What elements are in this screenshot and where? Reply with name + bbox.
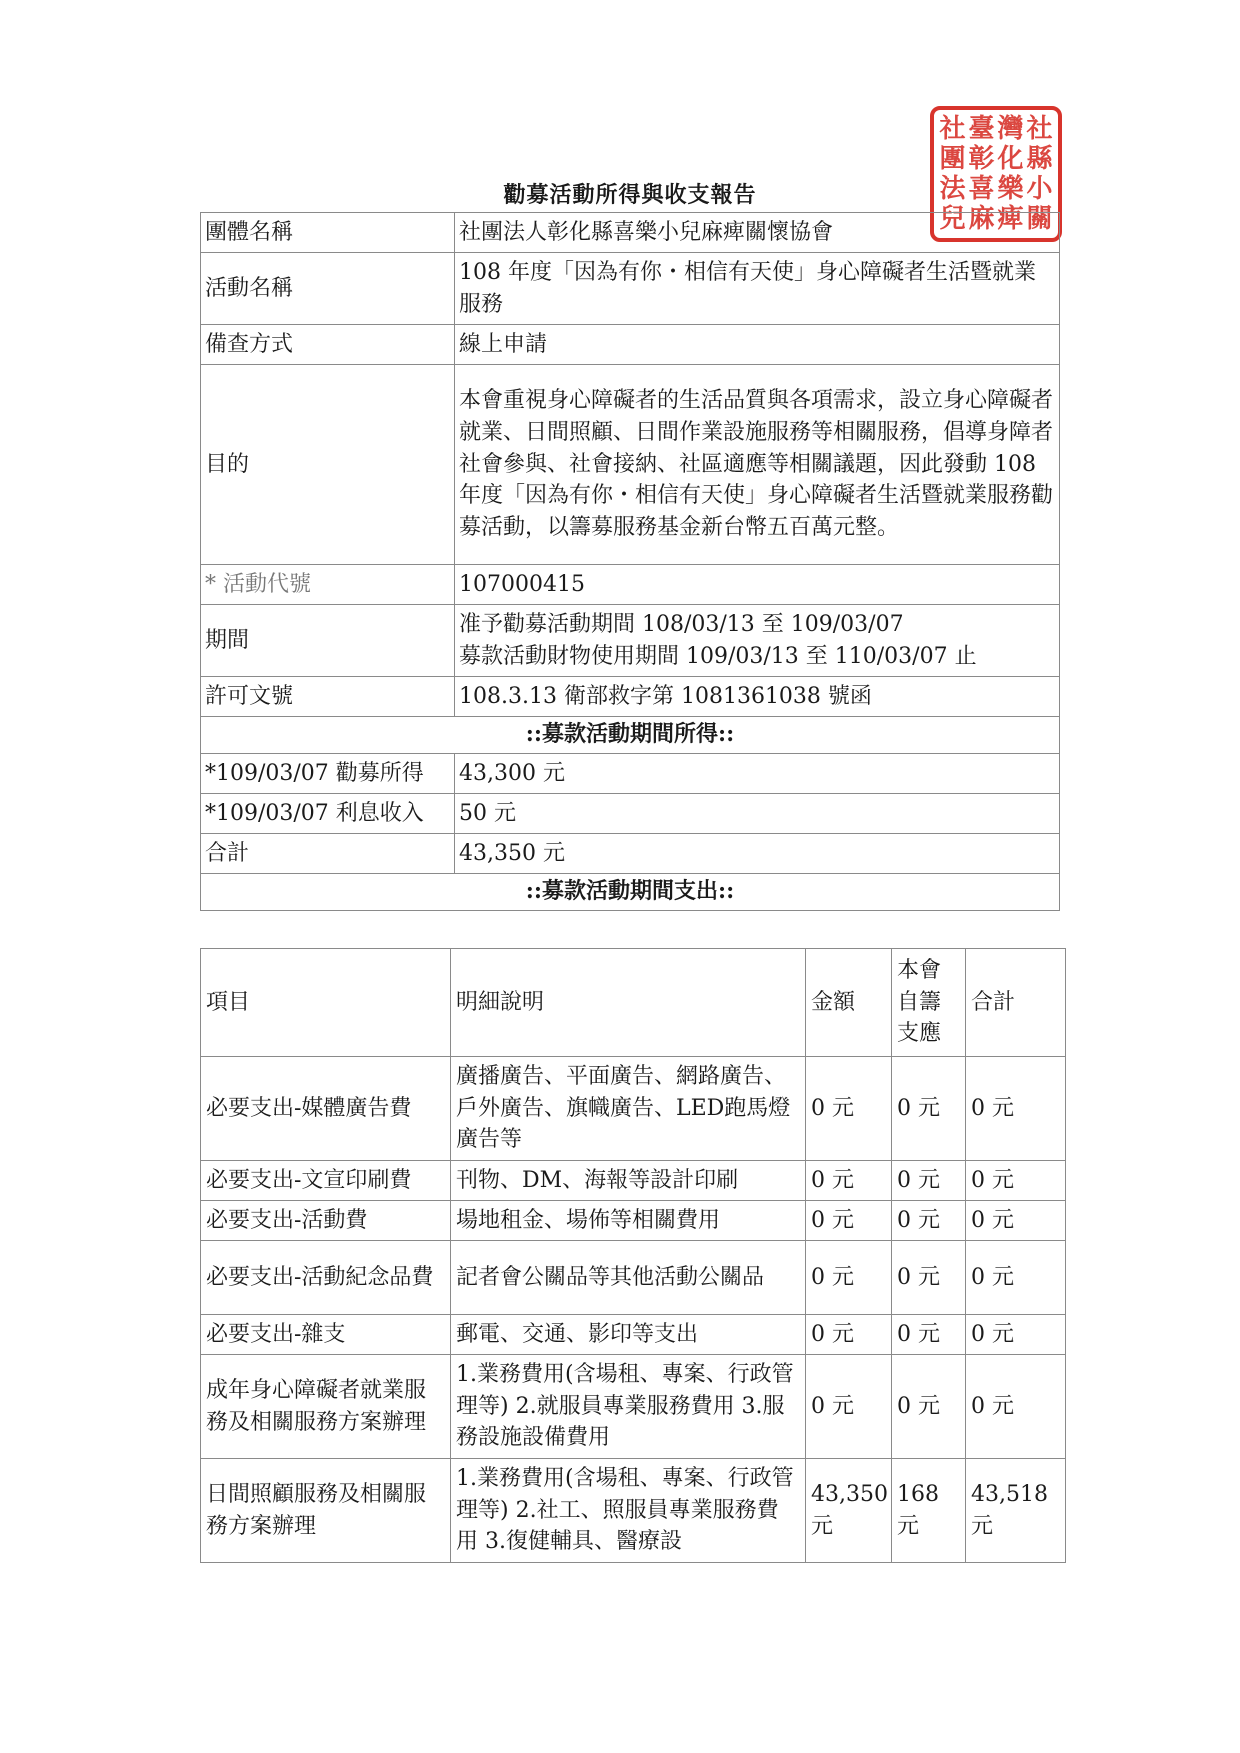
info-label: 團體名稱 bbox=[201, 213, 455, 253]
table-row bbox=[201, 1355, 1066, 1459]
seal-char: 痺 bbox=[997, 204, 1024, 234]
seal-char: 兒 bbox=[939, 204, 966, 234]
info-row-activity bbox=[201, 253, 1060, 325]
info-row-period bbox=[201, 605, 1060, 677]
seal-char: 小 bbox=[1026, 174, 1053, 204]
table-row bbox=[201, 1201, 1066, 1241]
header-amount: 金額 bbox=[806, 949, 892, 1057]
header-total: 合計 bbox=[966, 949, 1066, 1057]
info-row-org bbox=[201, 213, 1060, 253]
header-detail: 明細說明 bbox=[451, 949, 806, 1057]
info-value: 108 年度「因為有你・相信有天使」身心障礙者生活暨就業服務 bbox=[455, 253, 1060, 325]
seal-char: 關 bbox=[1026, 204, 1053, 234]
income-row bbox=[201, 794, 1060, 834]
expense-detail: 郵電、交通、影印等支出 bbox=[451, 1315, 806, 1355]
table-row bbox=[201, 1315, 1066, 1355]
expense-amount: 0 元 bbox=[806, 1161, 892, 1201]
header-item: 項目 bbox=[201, 949, 451, 1057]
info-value: 本會重視身心障礙者的生活品質與各項需求，設立身心障礙者就業、日間照顧、日間作業設施服務等相關服務，倡導身障者社會參與、社會接納、社區適應等相關議題，因此發動 108 年度「因為有你・相信有天使」身心障礙者生活暨就業服務勸募活動，以籌募服務基金新台幣五百萬元整。 bbox=[455, 365, 1060, 565]
table-row bbox=[201, 1459, 1066, 1563]
header-self-funded: 本會自籌支應 bbox=[892, 949, 966, 1057]
income-label: *109/03/07 利息收入 bbox=[201, 794, 455, 834]
info-value: 108.3.13 衛部救字第 1081361038 號函 bbox=[455, 677, 1060, 717]
info-label: 活動名稱 bbox=[201, 253, 455, 325]
seal-char: 灣 bbox=[997, 114, 1024, 144]
income-value: 43,300 元 bbox=[455, 754, 1060, 794]
period-line-fundraising: 准予勸募活動期間 108/03/13 至 109/03/07 bbox=[459, 611, 904, 637]
expense-detail: 刊物、DM、海報等設計印刷 bbox=[451, 1161, 806, 1201]
info-value: 107000415 bbox=[455, 565, 1060, 605]
info-value: 線上申請 bbox=[455, 325, 1060, 365]
expense-total: 0 元 bbox=[966, 1355, 1066, 1459]
seal-char: 臺 bbox=[968, 114, 995, 144]
expense-detail: 1.業務費用(含場租、專案、行政管理等) 2.社工、照服員專業服務費用 3.復健輔具、醫療設 bbox=[451, 1459, 806, 1563]
expense-amount: 0 元 bbox=[806, 1241, 892, 1315]
expense-item: 必要支出-活動紀念品費 bbox=[201, 1241, 451, 1315]
table-row bbox=[201, 1161, 1066, 1201]
seal-char: 法 bbox=[939, 174, 966, 204]
expense-table bbox=[200, 948, 1066, 1563]
expense-self: 0 元 bbox=[892, 1241, 966, 1315]
info-value bbox=[455, 605, 1060, 677]
expense-detail: 廣播廣告、平面廣告、網路廣告、戶外廣告、旗幟廣告、LED跑馬燈廣告等 bbox=[451, 1057, 806, 1161]
info-label: 目的 bbox=[201, 365, 455, 565]
seal-char: 縣 bbox=[1026, 144, 1053, 174]
expense-amount: 0 元 bbox=[806, 1201, 892, 1241]
info-label: 期間 bbox=[201, 605, 455, 677]
expense-detail: 記者會公關品等其他活動公關品 bbox=[451, 1241, 806, 1315]
expense-total: 0 元 bbox=[966, 1201, 1066, 1241]
expense-self: 168 元 bbox=[892, 1459, 966, 1563]
info-label: 備查方式 bbox=[201, 325, 455, 365]
income-value: 50 元 bbox=[455, 794, 1060, 834]
expense-detail: 場地租金、場佈等相關費用 bbox=[451, 1201, 806, 1241]
report-info-table bbox=[200, 212, 1060, 911]
info-row-permit bbox=[201, 677, 1060, 717]
income-label: 合計 bbox=[201, 834, 455, 874]
seal-char: 社 bbox=[939, 114, 966, 144]
expense-amount: 0 元 bbox=[806, 1057, 892, 1161]
seal-char: 麻 bbox=[968, 204, 995, 234]
section-title: ::募款活動期間所得:: bbox=[201, 717, 1060, 754]
seal-char: 化 bbox=[997, 144, 1024, 174]
expense-item: 必要支出-媒體廣告費 bbox=[201, 1057, 451, 1161]
seal-char: 團 bbox=[939, 144, 966, 174]
table-row bbox=[201, 1057, 1066, 1161]
expense-header-row bbox=[201, 949, 1066, 1057]
expense-amount: 0 元 bbox=[806, 1355, 892, 1459]
expense-item: 日間照顧服務及相關服務方案辦理 bbox=[201, 1459, 451, 1563]
expense-amount: 43,350 元 bbox=[806, 1459, 892, 1563]
expense-total: 0 元 bbox=[966, 1315, 1066, 1355]
period-line-usage: 募款活動財物使用期間 109/03/13 至 110/03/07 止 bbox=[459, 643, 977, 669]
expense-total: 0 元 bbox=[966, 1161, 1066, 1201]
expense-total: 0 元 bbox=[966, 1241, 1066, 1315]
income-value: 43,350 元 bbox=[455, 834, 1060, 874]
table-row bbox=[201, 1241, 1066, 1315]
income-section-header bbox=[201, 717, 1060, 754]
info-value: 社團法人彰化縣喜樂小兒麻痺關懷協會 bbox=[455, 213, 1060, 253]
income-label: *109/03/07 勸募所得 bbox=[201, 754, 455, 794]
expense-total: 0 元 bbox=[966, 1057, 1066, 1161]
seal-char: 樂 bbox=[997, 174, 1024, 204]
info-row-code bbox=[201, 565, 1060, 605]
info-label: 許可文號 bbox=[201, 677, 455, 717]
expense-total: 43,518 元 bbox=[966, 1459, 1066, 1563]
expense-item: 必要支出-文宣印刷費 bbox=[201, 1161, 451, 1201]
expense-item: 必要支出-雜支 bbox=[201, 1315, 451, 1355]
income-row bbox=[201, 754, 1060, 794]
expense-detail: 1.業務費用(含場租、專案、行政管理等) 2.就服員專業服務費用 3.服務設施設備費用 bbox=[451, 1355, 806, 1459]
report-title: 勸募活動所得與收支報告 bbox=[503, 182, 757, 208]
seal-char: 彰 bbox=[968, 144, 995, 174]
expense-item: 成年身心障礙者就業服務及相關服務方案辦理 bbox=[201, 1355, 451, 1459]
section-title: ::募款活動期間支出:: bbox=[201, 874, 1060, 911]
info-row-purpose bbox=[201, 365, 1060, 565]
seal-char: 喜 bbox=[968, 174, 995, 204]
income-row-total bbox=[201, 834, 1060, 874]
expense-section-header bbox=[201, 874, 1060, 911]
expense-item: 必要支出-活動費 bbox=[201, 1201, 451, 1241]
info-label: * 活動代號 bbox=[201, 565, 455, 605]
info-row-filing bbox=[201, 325, 1060, 365]
expense-amount: 0 元 bbox=[806, 1315, 892, 1355]
expense-self: 0 元 bbox=[892, 1201, 966, 1241]
expense-self: 0 元 bbox=[892, 1315, 966, 1355]
seal-char: 社 bbox=[1026, 114, 1053, 144]
expense-self: 0 元 bbox=[892, 1057, 966, 1161]
expense-self: 0 元 bbox=[892, 1355, 966, 1459]
expense-self: 0 元 bbox=[892, 1161, 966, 1201]
